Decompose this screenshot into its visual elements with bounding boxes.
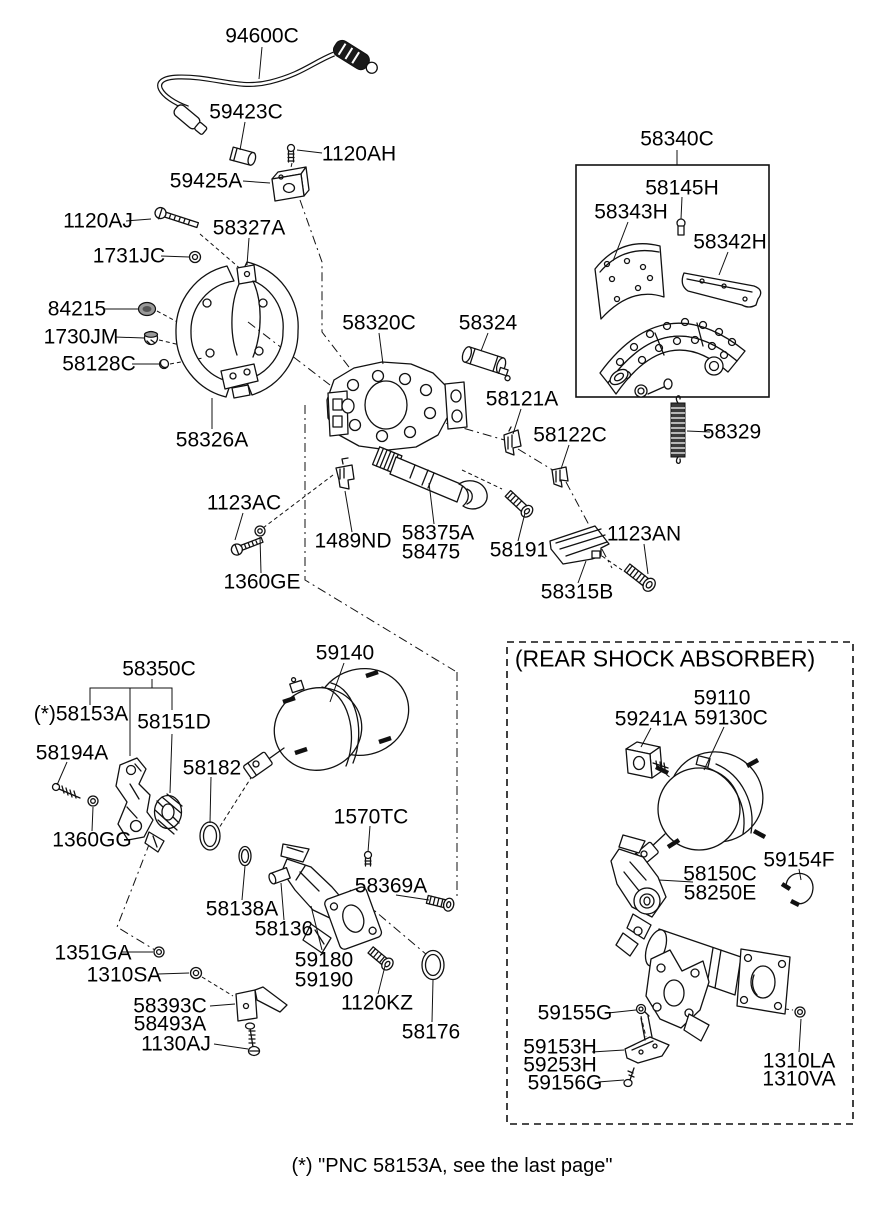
part-label-58342H: 58342H	[693, 230, 767, 254]
part-label-58340C: 58340C	[640, 127, 714, 151]
part-label-58320C: 58320C	[342, 311, 416, 335]
bolt-58191-drawing	[504, 489, 536, 520]
part-label-58153A: (*)58153A	[33, 702, 129, 726]
part-label-58194A: 58194A	[35, 741, 109, 765]
part-label-1731JC: 1731JC	[92, 244, 166, 268]
part-label-58150C: 58150C	[683, 862, 757, 886]
part-label-58136: 58136	[254, 917, 314, 941]
part-label-59423C: 59423C	[209, 100, 283, 124]
clamp-block-drawing	[272, 167, 309, 201]
part-label-1123AN: 1123AN	[606, 522, 682, 546]
part-label-59153H: 59153H	[523, 1035, 597, 1059]
plug-84215-drawing	[139, 303, 156, 316]
part-label-59154F: 59154F	[763, 848, 835, 872]
part-label-1360GE: 1360GE	[223, 570, 301, 594]
part-label-59155G: 59155G	[537, 1001, 613, 1025]
part-label-59140: 59140	[315, 641, 375, 665]
part-label-59425A: 59425A	[169, 169, 243, 193]
leader-lines	[57, 47, 801, 1082]
part-label-58350C: 58350C	[122, 657, 196, 681]
sleeve-drawing	[230, 147, 257, 166]
part-label-1120KZ: 1120KZ	[341, 991, 413, 1015]
part-label-59130C: 59130C	[694, 706, 768, 730]
part-label-1310VA: 1310VA	[762, 1067, 836, 1091]
part-label-58128C: 58128C	[62, 352, 136, 376]
part-label-1123AC: 1123AC	[206, 491, 282, 515]
spring-58329-drawing	[671, 396, 685, 464]
clip-1489ND-drawing	[336, 458, 354, 489]
part-label-59180: 59180	[294, 948, 354, 972]
part-label-58369A: 58369A	[354, 874, 428, 898]
part-label-1730JM: 1730JM	[43, 325, 119, 349]
part-label-59253H: 59253H	[523, 1053, 597, 1077]
part-label-59110: 59110	[693, 686, 751, 710]
brake-chamber-59140-drawing	[243, 657, 420, 782]
part-label-58145H: 58145H	[645, 176, 719, 200]
part-label-94600C: 94600C	[225, 24, 299, 48]
part-label-58343H: 58343H	[594, 200, 668, 224]
part-label-58327A: 58327A	[212, 216, 286, 240]
part-label-1120AJ: 1120AJ	[63, 209, 133, 233]
part-label-58329: 58329	[702, 420, 762, 444]
part-label-58250E: 58250E	[683, 881, 757, 905]
part-label-58138A: 58138A	[205, 897, 279, 921]
part-label-59156G: 59156G	[527, 1071, 603, 1095]
camshaft-drawing	[373, 447, 488, 509]
part-label-58191: 58191	[489, 538, 549, 562]
part-label-58121A: 58121A	[485, 387, 559, 411]
nut-1731JC-drawing	[190, 252, 201, 263]
part-label-59190: 59190	[294, 968, 354, 992]
part-label-58375A: 58375A	[401, 521, 475, 545]
backing-plate-drawing	[176, 262, 298, 398]
part-label-58315B: 58315B	[540, 580, 614, 604]
clip-58122C-drawing	[552, 467, 568, 487]
part-label-58151D: 58151D	[137, 710, 211, 734]
part-label-58393C: 58393C	[133, 994, 207, 1018]
part-label-58182: 58182	[182, 756, 242, 780]
part-label-1360GG: 1360GG	[52, 828, 132, 852]
part-label-1130AJ: 1130AJ	[141, 1032, 211, 1056]
part-label-1310LA: 1310LA	[762, 1049, 836, 1073]
part-label-1310SA: 1310SA	[86, 963, 162, 987]
bolt-1120AH-drawing	[288, 145, 295, 163]
part-label-58324: 58324	[458, 311, 518, 335]
part-label-58176: 58176	[401, 1020, 461, 1044]
part-label-58122C: 58122C	[533, 423, 607, 447]
nut-1730JM-drawing	[145, 332, 158, 345]
clip-58121A-drawing	[504, 427, 521, 455]
part-label-58475: 58475	[401, 540, 461, 564]
part-label-59241A: 59241A	[614, 707, 688, 731]
part-label-58493A: 58493A	[133, 1012, 207, 1036]
footnote: (*) "PNC 58153A, see the last page"	[291, 1155, 613, 1177]
rear-box-parts-drawing	[611, 742, 813, 1087]
bracket-58315B-drawing	[550, 526, 609, 564]
part-label-58326A: 58326A	[175, 428, 249, 452]
rear-shock-absorber-title: (REAR SHOCK ABSORBER)	[514, 645, 816, 672]
flange-drawing	[327, 362, 467, 450]
part-label-1489ND: 1489ND	[314, 529, 392, 553]
bolt-1123AC-drawing	[230, 535, 264, 557]
part-label-1120AH: 1120AH	[321, 142, 397, 166]
grommet-58128C-drawing	[160, 360, 169, 369]
nut-1360GE-drawing	[255, 526, 265, 536]
cylinder-58324-drawing	[459, 346, 515, 382]
part-label-1570TC: 1570TC	[333, 805, 409, 829]
bolt-1123AN-drawing	[623, 562, 658, 594]
part-label-84215: 84215	[47, 297, 107, 321]
part-label-1351GA: 1351GA	[54, 941, 132, 965]
bolt-1120AJ-drawing	[153, 206, 199, 231]
